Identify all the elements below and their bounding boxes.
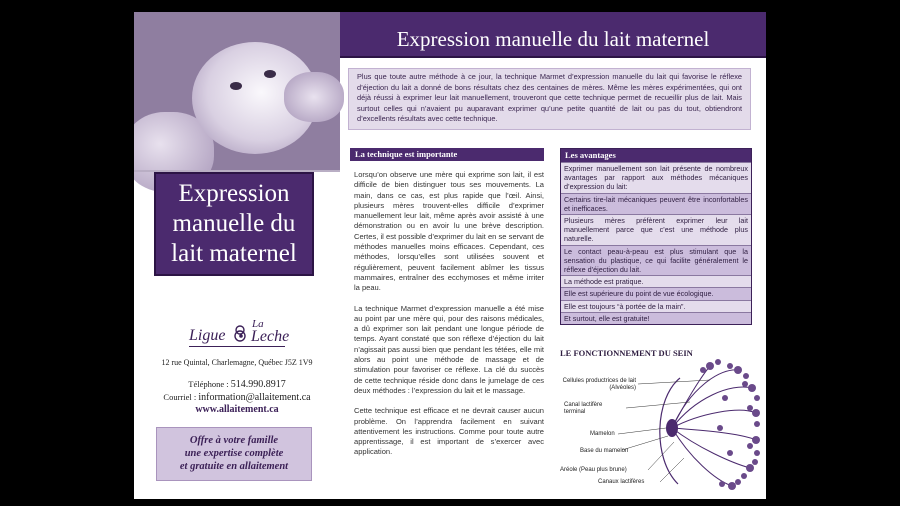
brochure-page: [134, 12, 766, 499]
advantage-item: Elle est toujours “à portée de la main”.: [561, 300, 751, 312]
advantage-item: Le contact peau-à-peau est plus stimulant que la sensation du plastique, ce qui facilite généralement le réflexe d’éjection du lait.: [561, 245, 751, 276]
advantage-item: Elle est supérieure du point de vue écologique.: [561, 287, 751, 299]
offer-box: Offre à votre famille une expertise complète et gratuite en allaitement: [156, 427, 312, 481]
cover-title-box: [154, 172, 314, 276]
email-link[interactable]: information@allaitement.ca: [198, 392, 311, 403]
paragraph: Cette technique est efficace et ne devrait causer aucun problème. On l’apprendra facilement en suivant attentivement les instructions. Comme pour toute autre apprentissage, il est important de s’exercer avec application.: [354, 406, 544, 457]
page-title: Expression manuelle du lait maternel: [340, 12, 766, 58]
website-link[interactable]: www.allaitement.ca: [195, 404, 279, 415]
paragraph: Lorsqu’on observe une mère qui exprime son lait, il est difficile de bien distinguer tous ses mouvements. La main, dans ce cas, est plus rapide que l’œil. Ainsi, plusieurs mères trouvent-elles difficile d’exprimer manuellement leur lait, même après avoir assisté à une démonstration ou en avoir lu une brève description. Certes, il est possible d’exprimer du lait en se servant de méthodes manuelles moins efficaces. Cependant, ces méthodes, lorsqu’elles sont utilisées souvent et régulièrement, peuvent facilement abîmer les tissus mammaires, entraîner des ecchymoses et même irriter la peau.: [354, 170, 544, 293]
advantage-item: La méthode est pratique.: [561, 275, 751, 287]
advantage-item: Exprimer manuellement son lait présente de nombreux avantages par rapport aux méthodes mécaniques d’expression du lait:: [561, 162, 751, 193]
technique-text: [354, 170, 544, 468]
mother-child-icon: [233, 324, 247, 342]
label-alveoles: Cellules productrices de lait (Alvéoles): [562, 378, 636, 391]
intro-box: Plus que toute autre méthode à ce jour, la technique Marmet d’expression manuelle du lait qui favorise le réflexe d’éjection du lait a donné de bons résultats chez des centaines de mères. Même les mères expérimentées, qui ont déjà réussi à exprimer leur lait manuellement, trouveront que cette technique permet de recueillir plus de lait. Mais surtout celles qui n’avaient pu auparavant exprimer qu’une petite quantité de lait ou pas du tout, obtiendront d’excellents résultats avec cette technique.: [348, 68, 751, 130]
diagram-title: LE FONCTIONNEMENT DU SEIN: [560, 348, 693, 358]
label-areole: Aréole (Peau plus brune): [560, 467, 627, 473]
advantage-item: Et surtout, elle est gratuite!: [561, 312, 751, 324]
phone-number: 514.990.8917: [230, 379, 286, 390]
label-canaux: Canaux lactifères: [598, 479, 645, 485]
advantage-item: Plusieurs mères préfèrent exprimer leur lait manuellement parce que c’est une méthode plus naturelle.: [561, 214, 751, 245]
advantages-table: [560, 148, 752, 325]
la-leche-league-logo: Ligue La Leche: [189, 318, 290, 345]
contact-info: Téléphone : 514.990.8917 Courriel : information@allaitement.ca www.allaitement.ca: [134, 378, 340, 416]
advantages-heading: Les avantages: [561, 149, 751, 162]
label-canal-terminal: Canal lactifère terminal: [564, 402, 603, 415]
paragraph: La technique Marmet d’expression manuelle a été mise au point par une mère qui, pour des raisons médicales, a dû exprimer son lait pendant une longue période de temps. Ayant constaté que son réflexe d’éjection du lait n’agissait pas aussi bien que pendant les tétées, elle mit alors au point une méthode de massage et de stimulation pour favoriser ce réflexe. La clé du succès de cette technique réside donc dans le jumelage de ces deux méthodes : l’expression du lait et le massage.: [354, 303, 544, 395]
label-mamelon: Mamelon: [590, 431, 615, 437]
cover-title: Expression manuelle du lait maternel: [171, 180, 297, 267]
breast-diagram: [560, 358, 760, 493]
address: 12 rue Quintal, Charlemagne, Québec J5Z 1V9: [161, 358, 313, 367]
advantage-item: Certains tire-lait mécaniques peuvent être inconfortables et inefficaces.: [561, 193, 751, 214]
label-base-mamelon: Base du mamelon: [580, 448, 629, 454]
baby-photo: [134, 12, 340, 170]
section-heading-technique: La technique est importante: [350, 148, 544, 161]
